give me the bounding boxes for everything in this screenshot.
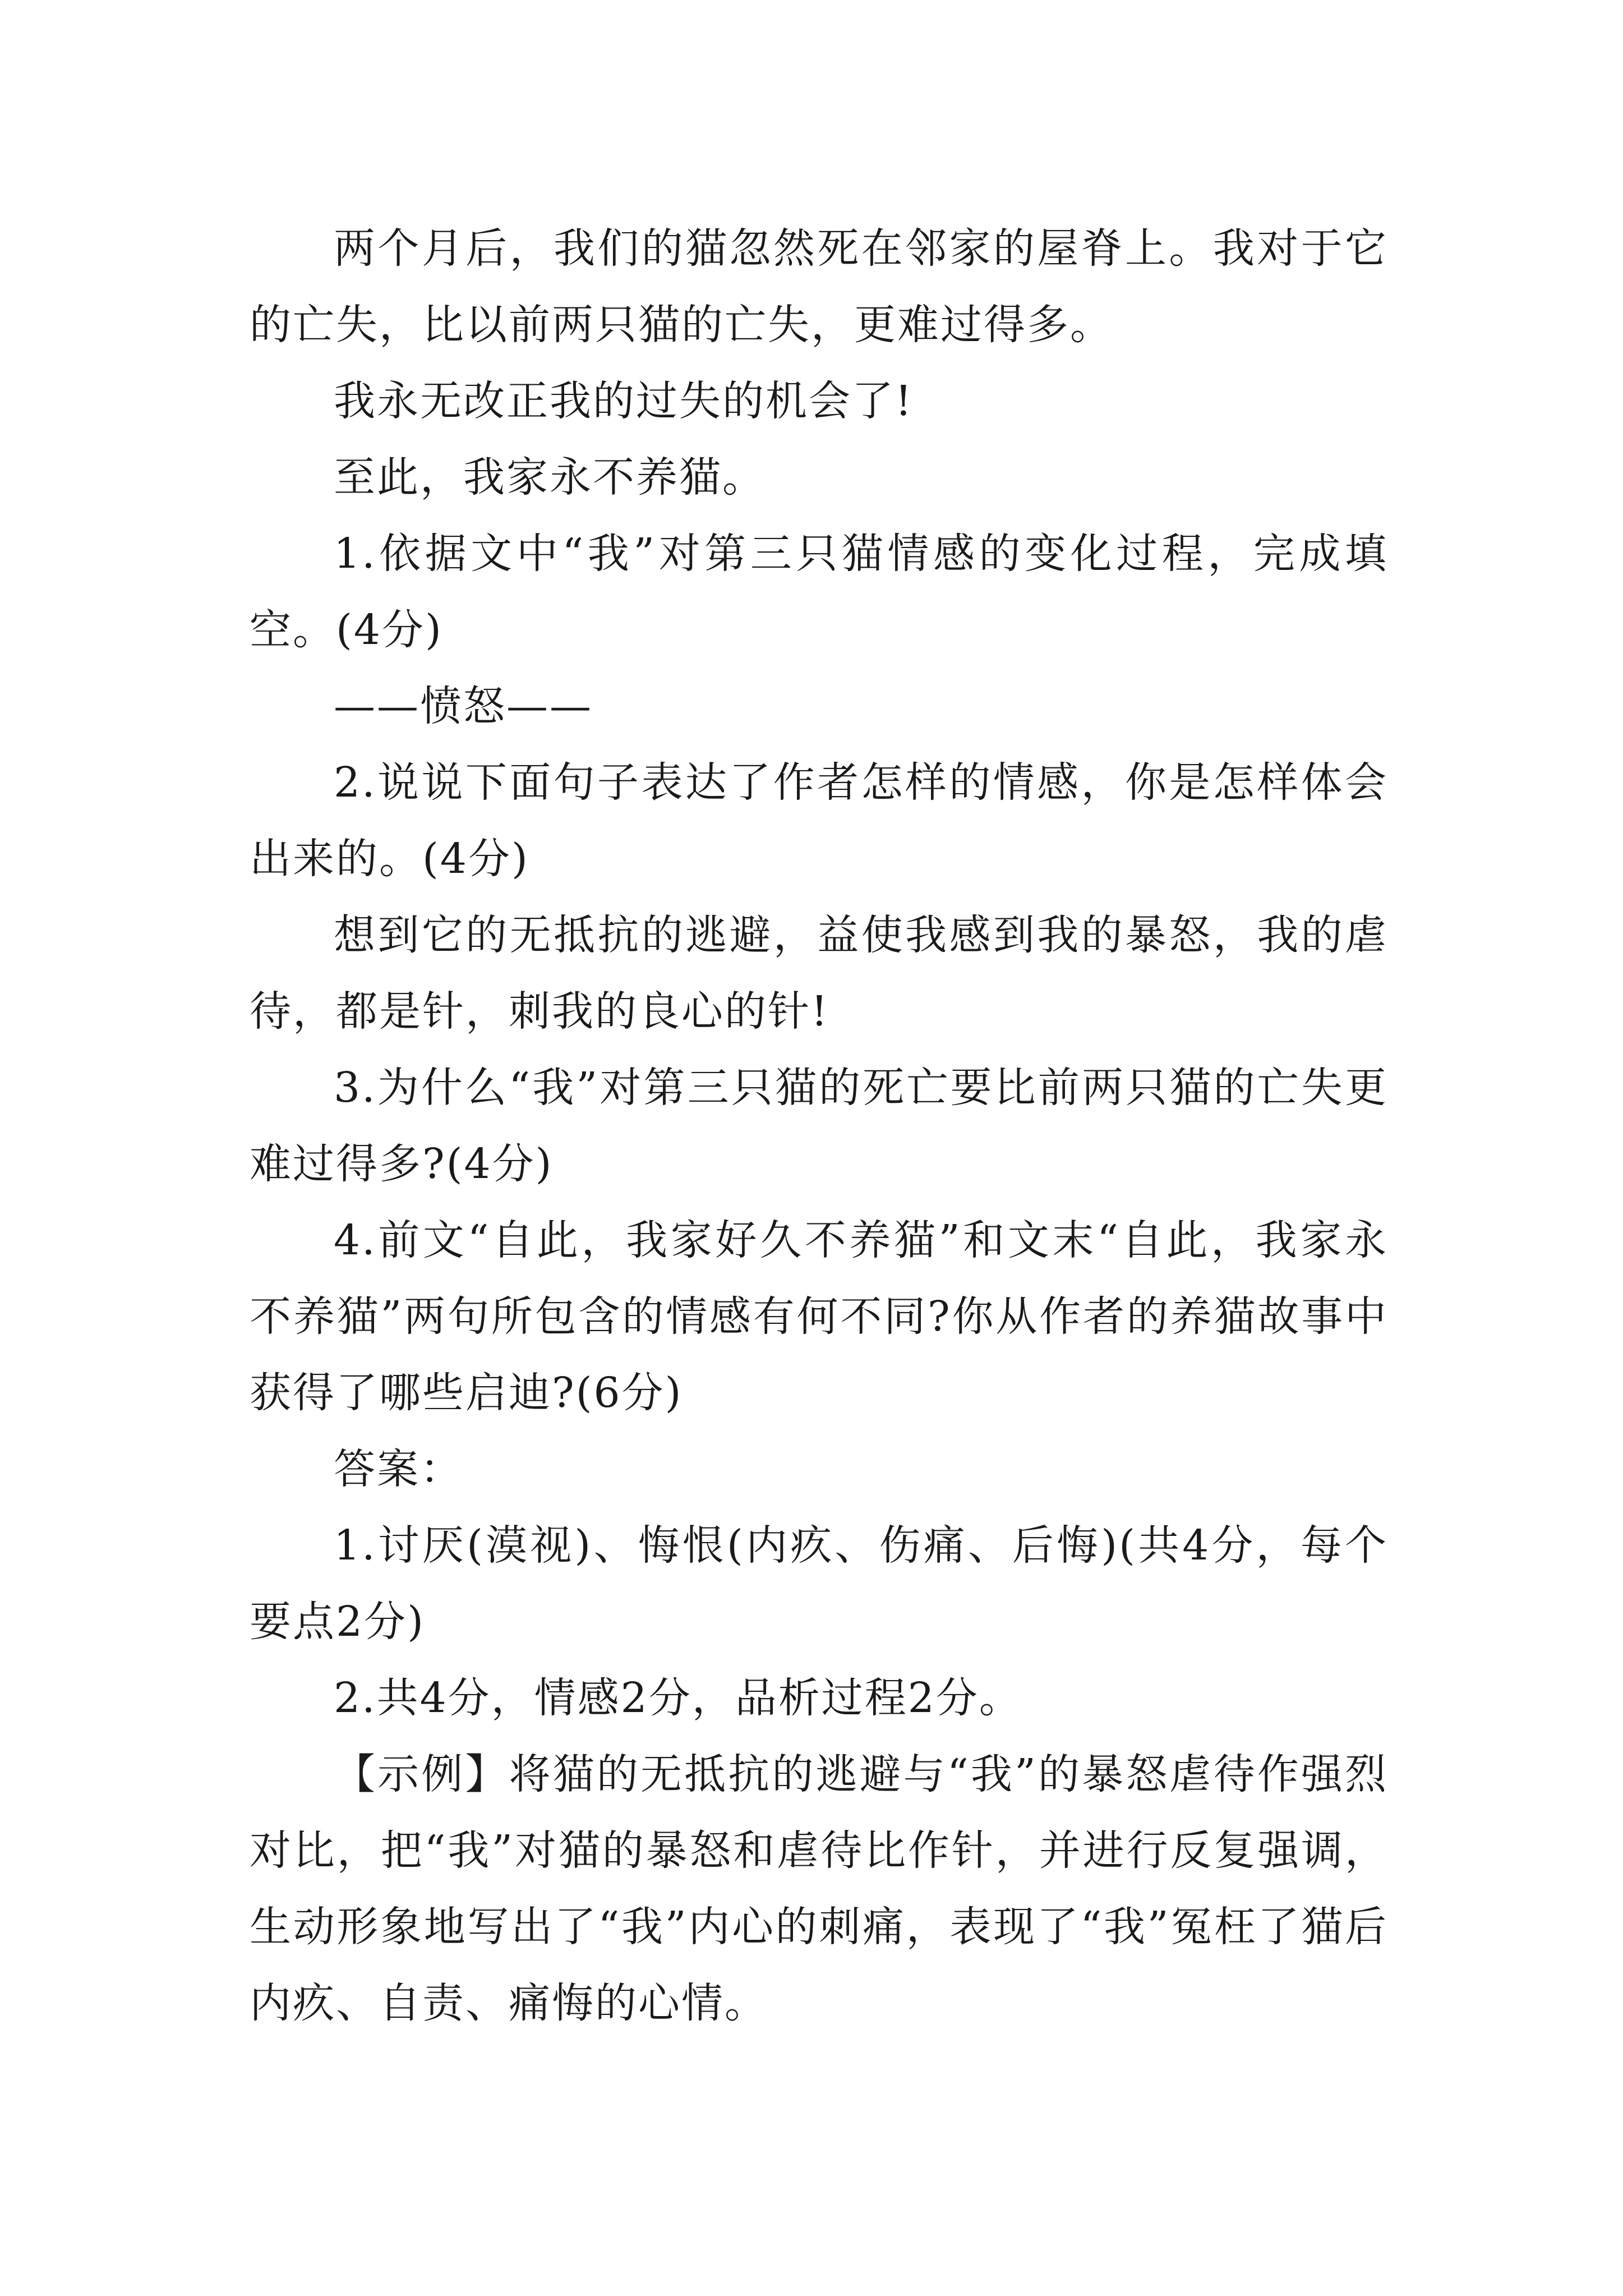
question-3: 3.为什么“我”对第三只猫的死亡要比前两只猫的亡失更难过得多?(4分): [250, 1064, 1388, 1188]
question-2: 2.说说下面句子表达了作者怎样的情感，你是怎样体会出来的。(4分): [250, 758, 1388, 883]
answer-1: 1.讨厌(漠视)、悔恨(内疚、伤痛、后悔)(共4分，每个要点2分): [250, 1521, 1388, 1646]
paragraph-no-chance: 我永无改正我的过失的机会了!: [334, 377, 914, 425]
paragraph-never-keep-cats: 至此，我家永不养猫。: [334, 453, 766, 501]
document-body: [250, 210, 1388, 2041]
question-4: 4.前文“自此，我家好久不养猫”和文末“自此，我家永不养猫”两句所包含的情感有何不同?你从作者的养猫故事中获得了哪些启迪?(6分): [250, 1216, 1388, 1417]
question-2-quote: 想到它的无抵抗的逃避，益使我感到我的暴怒，我的虐待，都是针，刺我的良心的针!: [250, 911, 1388, 1036]
question-1-blank: ——愤怒——: [334, 682, 593, 730]
answers-heading: 答案：: [334, 1445, 463, 1493]
question-1: 1.依据文中“我”对第三只猫情感的变化过程，完成填空。(4分): [250, 530, 1388, 654]
answer-2-example: 【示例】将猫的无抵抗的逃避与“我”的暴怒虐待作强烈对比，把“我”对猫的暴怒和虐待比作针，并进行反复强调，生动形象地写出了“我”内心的刺痛，表现了“我”冤枉了猫后内疚、自责、痛悔的心情。: [250, 1750, 1388, 2027]
answer-2: 2.共4分，情感2分，品析过程2分。: [334, 1674, 1022, 1722]
paragraph-cat-death: 两个月后，我们的猫忽然死在邻家的屋脊上。我对于它的亡失，比以前两只猫的亡失，更难过得多。: [250, 224, 1388, 349]
